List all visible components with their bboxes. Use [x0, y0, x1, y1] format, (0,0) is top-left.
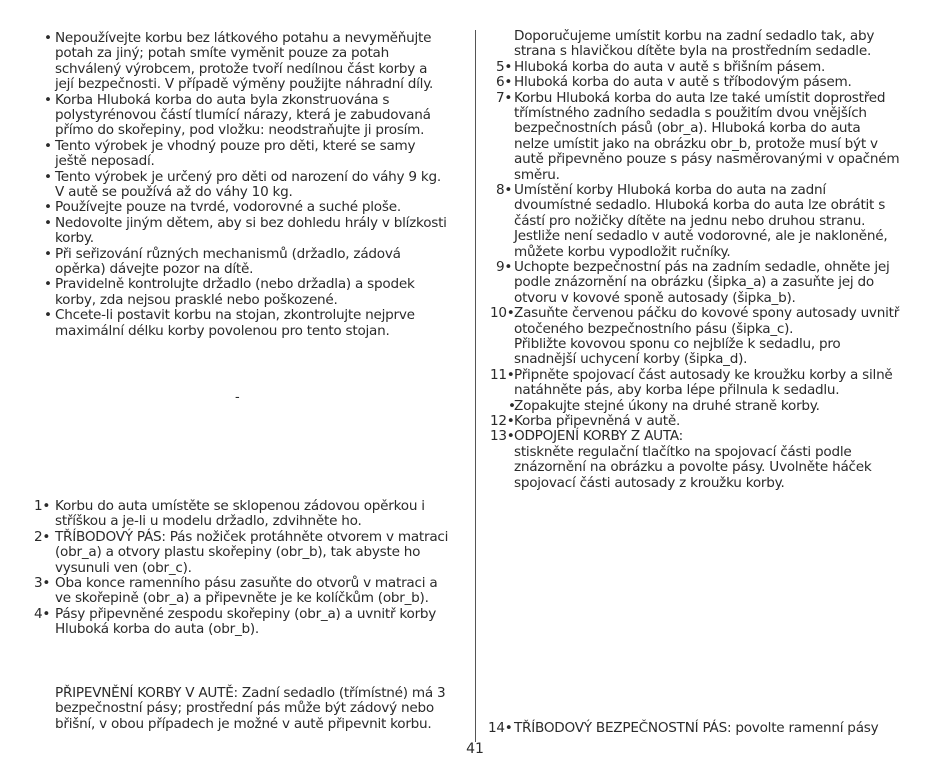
line-text: Pravidelně kontrolujte držadlo (nebo držadla) a spodek	[55, 276, 415, 293]
line-text: bezpečnostních pásů (obr_a). Hluboká korba do auta	[514, 120, 861, 137]
line-text: (obr_a) a otvory plastu skořepiny (obr_b), tak abyste ho	[55, 544, 421, 561]
list-marker: 11•	[490, 366, 515, 383]
list-marker: 7•	[496, 89, 513, 106]
list-marker: 2•	[34, 528, 51, 545]
line-text: Nepoužívejte korbu bez látkového potahu a nevyměňujte	[55, 30, 432, 46]
line-text: břišní, v obou případech je možné v autě připevnit korbu.	[55, 715, 432, 732]
line-text: snadnější uchycení korby (šipka_d).	[514, 351, 748, 368]
line-text: Chcete-li postavit korbu na stojan, zkontrolujte nejprve	[55, 307, 415, 324]
line-text: Korbu Hluboká korba do auta lze také umístit doprostřed	[514, 89, 886, 106]
list-marker: 12•	[490, 413, 515, 429]
list-marker: •	[44, 245, 52, 262]
page-number: 41	[466, 741, 484, 757]
line-text: V autě se používá až do váhy 10 kg.	[55, 184, 293, 200]
line-text: Jestliže není sedadlo v autě vodorovné, ale je nakloněné,	[514, 228, 888, 245]
line-text: potah za jiný; potah smíte vyměnit pouze za potah	[55, 45, 389, 62]
list-marker: 3•	[34, 575, 51, 591]
line-text: korby.	[55, 230, 94, 247]
list-marker: •	[44, 168, 52, 185]
line-text: Používejte pouze na tvrdé, vodorovné a suché ploše.	[55, 199, 401, 216]
list-marker: 13•	[490, 428, 515, 445]
line-text: Uchopte bezpečnostní pás na zadním sedadle, ohněte jej	[514, 259, 890, 275]
line-text: Hluboká korba do auta v autě s břišním pásem.	[514, 58, 826, 75]
line-text: Hluboká korba do auta (obr_b).	[55, 621, 259, 638]
line-text: Doporučujeme umístit korbu na zadní sedadlo tak, aby	[514, 28, 875, 44]
list-marker: •	[44, 214, 52, 231]
line-text: maximální délku korby povolenou pro tento stojan.	[55, 322, 390, 339]
separator-dash: -	[235, 390, 240, 405]
list-marker: 8•	[496, 182, 513, 198]
line-text: podle znázornění na obrázku (šipka_a) a zasuňte jej do	[514, 274, 874, 291]
line-text: korby, zda nejsou prasklé nebo poškozené.	[55, 291, 338, 308]
line-text: částí pro nožičky dítěte na jednu nebo druhou stranu.	[514, 212, 866, 229]
list-marker: •	[44, 137, 52, 154]
list-marker: 14•	[488, 720, 513, 736]
line-text: vysunuli ven (obr_c).	[55, 559, 192, 576]
line-text: otvoru v kovové sponě autosady (šipka_b).	[514, 289, 796, 306]
list-marker: 6•	[496, 74, 513, 91]
line-text: třímístného zadního sedadla s použitím dvou vnějších	[514, 105, 867, 121]
line-text: TŘÍBODOVÝ PÁS: Pás nožiček protáhněte otvorem v matraci	[55, 528, 449, 545]
line-text: Oba konce ramenního pásu zasuňte do otvorů v matraci a	[55, 575, 438, 591]
list-marker: •	[44, 276, 52, 293]
line-text: Zopakujte stejné úkony na druhé straně korby.	[514, 397, 820, 414]
line-text: Nedovolte jiným dětem, aby si bez dohledu hrály v blízkosti	[55, 214, 447, 231]
line-text: Zasuňte červenou páčku do kovové spony autosady uvnitř	[514, 305, 900, 322]
line-text: Při seřizování různých mechanismů (držadlo, zádová	[55, 245, 401, 262]
line-text: schválený výrobcem, protože tvoří nedílnou část korby a	[55, 60, 428, 77]
line-text: ODPOJENÍ KORBY Z AUTA:	[514, 428, 683, 445]
line-text: polystyrénovou částí tlumící nárazy, která je zabudovaná	[55, 107, 431, 123]
line-text: strana s hlavičkou dítěte byla na prostředním sedadle.	[514, 43, 872, 60]
line-text: Tento výrobek je vhodný pouze pro děti, které se samy	[55, 137, 416, 154]
line-text: opěrka) dávejte pozor na dítě.	[55, 261, 254, 277]
line-text: Pásy připevněné zespodu skořepiny (obr_a) a uvnitř korby	[55, 605, 437, 622]
line-text: PŘIPEVNĚNÍ KORBY V AUTĚ: Zadní sedadlo (třímístné) má 3	[55, 685, 446, 701]
line-text: ještě neposadí.	[55, 153, 155, 170]
line-text: dvoumístné sedadlo. Hluboká korba do auta lze obrátit s	[514, 197, 886, 214]
line-text: Korbu do auta umístěte se sklopenou zádovou opěrkou i	[55, 498, 425, 514]
list-marker: 5•	[496, 58, 513, 75]
list-marker: 9•	[496, 259, 513, 275]
line-text: Korba Hluboká korba do auta byla zkonstruována s	[55, 91, 390, 108]
column-divider	[475, 30, 476, 742]
list-marker: •	[508, 397, 516, 414]
line-text: přímo do skořepiny, pod vložku: neodstraňujte ji prosím.	[55, 122, 425, 139]
line-text: Korba připevněná v autě.	[514, 413, 681, 429]
line-text: Umístění korby Hluboká korba do auta na zadní	[514, 182, 826, 198]
line-text: znázornění na obrázku a povolte pásy. Uvolněte háček	[514, 459, 872, 476]
line-text: stříškou a je-li u modelu držadlo, zdvihněte ho.	[55, 513, 362, 530]
line-text: nelze umístit jako na obrázku obr_b, protože musí být v	[514, 135, 878, 152]
list-marker: 10•	[490, 305, 515, 322]
line-text: ve skořepině (obr_a) a připevněte je ke kolíčkům (obr_b).	[55, 590, 429, 607]
line-text: Tento výrobek je určený pro děti od narození do váhy 9 kg.	[55, 168, 441, 185]
line-text: směru.	[514, 166, 560, 183]
list-marker: •	[44, 199, 52, 216]
list-marker: •	[44, 30, 52, 46]
list-marker: •	[44, 91, 52, 108]
line-text: Přibližte kovovou sponu co nejblíže k sedadlu, pro	[514, 336, 841, 352]
line-text: natáhněte pás, aby korba lépe přilnula k sedadlu.	[514, 382, 840, 399]
list-marker: 1•	[34, 498, 51, 514]
line-text: autě připevněno pouze s pásy nasměrovanými v opačném	[514, 151, 900, 168]
line-text: její bezpečnosti. V případě výměny použijte náhradní díly.	[55, 76, 434, 93]
line-text: TŘÍBODOVÝ BEZPEČNOSTNÍ PÁS: povolte ramenní pásy	[514, 720, 879, 736]
line-text: spojovací části autosady z kroužku korby.	[514, 474, 785, 491]
line-text: bezpečnostní pásy; prostřední pás může být zádový nebo	[55, 700, 434, 717]
line-text: Připněte spojovací část autosady ke kroužku korby a silně	[514, 366, 893, 383]
line-text: stiskněte regulační tlačítko na spojovací části podle	[514, 443, 852, 460]
line-text: můžete korbu vypodložit ručníky.	[514, 243, 731, 260]
line-text: otočeného bezpečnostního pásu (šipka_c).	[514, 320, 794, 337]
line-text: Hluboká korba do auta v autě s tříbodovým pásem.	[514, 74, 852, 91]
list-marker: 4•	[34, 605, 51, 622]
list-marker: •	[44, 307, 52, 324]
